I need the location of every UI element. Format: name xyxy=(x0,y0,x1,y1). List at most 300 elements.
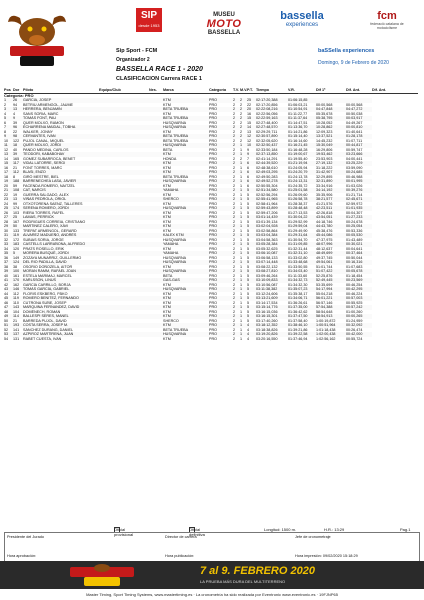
table-cell: 41 xyxy=(4,278,13,283)
table-cell: 10:28,052 xyxy=(316,120,333,125)
table-cell: 167 xyxy=(13,219,20,224)
table-cell: 13 xyxy=(13,107,23,112)
table-cell: 5 xyxy=(247,273,250,278)
table-cell: 5 xyxy=(247,242,256,247)
table-cell: 48:07,996 xyxy=(316,242,346,247)
table-cell: 03:14:17,534 xyxy=(256,300,278,305)
table-cell: PRO xyxy=(209,309,217,314)
table-cell: 1 xyxy=(240,269,247,274)
table-cell: 1 xyxy=(240,300,243,305)
table-cell: 00:46,254 xyxy=(346,282,363,287)
table-cell: 53:35,699 xyxy=(316,282,333,287)
table-cell: GOMEZ SUBARROCA, BENET xyxy=(23,156,76,161)
table-cell: 01:00,260 xyxy=(346,309,363,314)
table-cell: 01:35:38,17 xyxy=(288,291,308,296)
table-cell: 1 xyxy=(240,152,247,157)
table-cell: 5 xyxy=(247,233,256,238)
table-cell: 5 xyxy=(247,219,250,224)
table-cell: PRO xyxy=(209,210,217,215)
table-cell: 01:18,454 xyxy=(346,273,363,278)
table-cell: 112 xyxy=(13,170,23,175)
table-cell: 5 xyxy=(247,188,256,193)
table-cell: 13:37,521 xyxy=(316,134,346,139)
column-header: Dif. Ant. xyxy=(346,88,372,93)
table-cell: SUBIAS SORIA, JORGE xyxy=(23,237,64,242)
table-cell: 48:12,637 xyxy=(316,246,333,251)
table-cell: 00:42,000 xyxy=(346,332,372,337)
table-cell: 1 xyxy=(240,143,247,148)
table-cell: PRO xyxy=(209,255,217,260)
table-cell: 2 xyxy=(233,309,236,314)
table-cell: 00:24,678 xyxy=(346,219,363,224)
table-cell: PRO xyxy=(209,323,233,328)
table-cell: 02:22:08,216 xyxy=(256,107,288,112)
table-cell: HUSQVARNA xyxy=(163,143,209,148)
table-cell: 03:06:58,133 xyxy=(256,255,278,260)
table-cell: 03:10:56,087 xyxy=(256,282,278,287)
table-cell: BARREDA PUJOL, DAVID xyxy=(23,318,67,323)
table-cell: BETA TRUEBA xyxy=(163,134,209,139)
table-cell: KTM xyxy=(163,210,171,215)
table-cell: KALEX KTM xyxy=(163,233,209,238)
table-cell: 1 xyxy=(240,224,247,229)
table-cell: PRO xyxy=(209,147,217,152)
table-cell: 05:38,795 xyxy=(316,116,346,121)
table-cell: KTM xyxy=(163,323,209,328)
table-cell: 2 xyxy=(233,116,240,121)
table-cell: 2 xyxy=(233,287,240,292)
table-cell: 1:00:51,964 xyxy=(316,323,346,328)
table-cell: 2 xyxy=(233,143,240,148)
table-cell: PRO xyxy=(209,201,217,206)
fcm-logo: fcm federació catalana de motociclisme xyxy=(370,10,404,30)
table-cell: PRO xyxy=(209,138,217,143)
bassella-race-banner-logo xyxy=(70,563,134,587)
table-cell: PRO xyxy=(209,305,233,310)
table-cell: 100 xyxy=(13,269,23,274)
table-cell: 03:16:15,301 xyxy=(256,314,288,319)
table-cell: KTM xyxy=(163,170,209,175)
table-cell: KTM xyxy=(163,129,171,134)
table-cell: 01:14:21,86 xyxy=(288,129,308,134)
column-header: Tiempo xyxy=(256,88,288,93)
table-cell: 00:25,054 xyxy=(346,224,372,229)
column-header: P.T. xyxy=(247,88,256,93)
table-cell: 1 xyxy=(4,98,13,103)
table-cell: 50 xyxy=(4,318,9,323)
table-cell: 01:28:48,48 xyxy=(288,206,316,211)
table-cell: 9 xyxy=(4,134,13,139)
table-cell: 23 xyxy=(4,197,13,202)
table-cell: PRO xyxy=(209,102,217,107)
table-cell: 58:54,913 xyxy=(316,314,346,319)
table-cell: PRATS ROSELLO, ERIK xyxy=(23,246,65,251)
table-cell: 5 xyxy=(247,291,250,296)
table-cell: 5 xyxy=(247,269,256,274)
table-cell: 1 xyxy=(240,255,243,260)
table-cell: 5 xyxy=(13,251,23,256)
table-cell: 16:29,806 xyxy=(316,147,333,152)
table-cell: 2 xyxy=(233,233,240,238)
table-cell: 5 xyxy=(247,309,250,314)
table-cell: 02:44:39,520 xyxy=(256,161,288,166)
table-cell: PRO xyxy=(209,197,233,202)
table-cell: YAMAHA xyxy=(163,242,209,247)
table-cell: 22 xyxy=(247,102,252,107)
table-cell: 03:16:15,036 xyxy=(256,309,278,314)
table-cell: 03:04:58,363 xyxy=(256,237,278,242)
table-cell: 02:27:48,570 xyxy=(256,125,288,130)
table-cell: 2 xyxy=(240,102,243,107)
table-cell: 03:17:40,260 xyxy=(256,318,278,323)
table-cell: 44 xyxy=(4,291,9,296)
table-cell: KTM xyxy=(163,161,209,166)
table-cell: 21 xyxy=(13,318,18,323)
table-cell: HUSQVARNA xyxy=(163,255,187,260)
table-cell: 2 xyxy=(233,336,236,341)
table-cell: TEODORI, KABABOHAV xyxy=(23,152,99,157)
table-cell: 1 xyxy=(240,179,247,184)
table-cell: 1 xyxy=(240,309,243,314)
table-cell: 27:19,132 xyxy=(316,161,346,166)
table-cell: 165 xyxy=(13,156,20,161)
table-cell: 02:49:52,278 xyxy=(256,179,288,184)
table-cell: 22 xyxy=(13,129,18,134)
table-cell: PRO xyxy=(209,152,233,157)
table-cell: 02:59,972 xyxy=(346,201,363,206)
table-cell: MARQUINA FERNANDEZ, DAVID xyxy=(23,305,99,310)
table-cell: PUJOL CANAL, MIQUEL xyxy=(23,138,65,143)
table-cell: 10 xyxy=(4,138,9,143)
table-cell: 03:18:12,352 xyxy=(256,323,288,328)
table-cell: 2 xyxy=(233,228,236,233)
table-cell: 124 xyxy=(13,260,23,265)
table-cell: 162 xyxy=(13,282,20,287)
table-cell: 5 xyxy=(247,201,250,206)
table-cell: 00:03,917 xyxy=(346,116,372,121)
table-cell: 1 xyxy=(240,183,243,188)
table-cell: 141 xyxy=(13,327,20,332)
table-cell: 52:49,445 xyxy=(316,278,346,283)
column-header: T.V. xyxy=(233,88,240,92)
table-cell: FLORIS ESKBERG, PÅKO xyxy=(23,291,68,296)
table-cell: 01:29:59,04 xyxy=(288,224,316,229)
table-cell: VIDAL LATORRE, SERGI xyxy=(23,161,99,166)
table-cell: FONT TORRES, MARC xyxy=(23,165,63,170)
table-cell: PRO xyxy=(209,120,217,125)
table-cell: 02:22:56,056 xyxy=(256,111,278,116)
table-cell: PRO xyxy=(209,318,217,323)
table-cell: 02:48:38,610 xyxy=(256,165,278,170)
table-cell: 00:46,988 xyxy=(346,174,363,179)
table-cell: 1 xyxy=(240,188,247,193)
table-cell: 00:53,336 xyxy=(346,228,363,233)
table-cell: 02:17:20,856 xyxy=(256,102,278,107)
table-cell: 15:30,049 xyxy=(316,143,346,148)
table-cell: 5 xyxy=(247,237,250,242)
table-cell: KTM xyxy=(163,152,209,157)
table-cell: 2 xyxy=(233,206,240,211)
table-cell: GAS-GAS xyxy=(163,278,209,283)
table-cell: ROMERO BENITEZ, FERNANDO xyxy=(23,296,99,301)
table-cell: PRO xyxy=(209,296,233,301)
table-cell: 02:59:47,206 xyxy=(256,210,278,215)
table-cell: 6 xyxy=(247,165,250,170)
table-cell: 133 xyxy=(13,228,20,233)
table-cell: 26 xyxy=(13,98,23,103)
table-cell: KTM xyxy=(163,264,171,269)
table-cell: 01:34:06,71 xyxy=(288,296,316,301)
table-cell: 2 xyxy=(233,125,240,130)
table-cell: 49:37,745 xyxy=(316,255,333,260)
table-cell: 5 xyxy=(247,224,256,229)
table-cell: PRO xyxy=(209,273,217,278)
table-row xyxy=(4,305,418,310)
table-cell: 161 xyxy=(13,273,20,278)
table-cell: 59 xyxy=(13,183,18,188)
table-cell: 01:27,233 xyxy=(346,215,372,220)
table-cell: 2 xyxy=(233,318,236,323)
table-cell: 01:34:03,40 xyxy=(288,269,316,274)
event-banner xyxy=(0,561,424,589)
table-cell: 03:23,666 xyxy=(346,152,372,157)
table-cell: KTM xyxy=(163,98,209,103)
table-row xyxy=(4,251,418,256)
table-cell: PRO xyxy=(209,291,217,296)
table-cell: 143 xyxy=(13,305,23,310)
table-cell: 55:04,218 xyxy=(316,291,333,296)
table-cell: 2 xyxy=(233,197,240,202)
table-cell: PRO xyxy=(209,143,233,148)
header-logos xyxy=(0,6,424,52)
table-cell: 15 xyxy=(247,120,252,125)
column-header: Dif 1ª xyxy=(316,88,346,93)
table-cell: 00:05,678 xyxy=(346,269,372,274)
table-cell: PRO xyxy=(209,111,217,116)
table-cell: 00:46,224 xyxy=(346,291,363,296)
table-cell: 00:30,021 xyxy=(346,242,372,247)
table-cell: 00:04,307 xyxy=(346,210,363,215)
table-cell: 2 xyxy=(240,138,243,143)
table-cell: 2 xyxy=(233,327,236,332)
table-cell: 01:07,683 xyxy=(346,264,363,269)
table-cell: 3 xyxy=(4,107,13,112)
column-header: Equipo/Club xyxy=(99,88,149,93)
table-cell: 8 xyxy=(13,174,16,179)
table-cell: 1 xyxy=(240,264,243,269)
table-cell: 34 xyxy=(4,246,9,251)
table-cell: GIRÓ MESTRE, BIEL xyxy=(23,174,59,179)
table-cell: 00:37,464 xyxy=(346,251,372,256)
table-cell: 10 xyxy=(247,143,256,148)
table-cell: 38:21,577 xyxy=(316,197,346,202)
table-cell: 12 xyxy=(247,134,256,139)
table-cell: 05:35,678 xyxy=(316,111,333,116)
table-cell: PRO xyxy=(209,237,217,242)
table-cell: 03:25,229 xyxy=(346,161,372,166)
table-row xyxy=(4,323,418,328)
table-row xyxy=(4,125,418,130)
table-cell: MORERA BUSQUÉ, JORDI xyxy=(23,251,99,256)
table-cell: 01:29:52,99 xyxy=(288,219,308,224)
table-cell: 19:53,462 xyxy=(316,152,346,157)
table-cell: 120 xyxy=(13,246,20,251)
table-row xyxy=(4,233,418,238)
table-cell: PRO xyxy=(209,188,233,193)
table-cell: COSTA SERRA, JOSEP M. xyxy=(23,323,99,328)
table-cell: 12:09,323 xyxy=(316,129,333,134)
table-cell: 1 xyxy=(240,233,247,238)
table-cell: 36 xyxy=(4,255,9,260)
table-cell: 00:32,092 xyxy=(346,323,372,328)
table-cell: 110 xyxy=(13,300,19,305)
table-cell: 1 xyxy=(240,246,243,251)
table-cell: 15 xyxy=(4,161,13,166)
table-cell: 1 xyxy=(240,170,247,175)
table-cell: 2 xyxy=(233,264,236,269)
table-cell: 01:24:35,72 xyxy=(288,183,308,188)
column-header: Nes. xyxy=(149,88,163,93)
table-cell: KTM xyxy=(163,192,171,197)
table-cell: 104 xyxy=(13,309,20,314)
table-cell: PRO xyxy=(209,219,217,224)
table-cell: 26 xyxy=(4,210,9,215)
table-cell: HUSQVARNA xyxy=(163,260,209,265)
table-cell: 51 xyxy=(4,323,13,328)
table-cell: 01:25:01,58 xyxy=(288,188,316,193)
table-cell: QUER MOLXÓ, JORDI xyxy=(23,143,99,148)
table-cell: 01:43,489 xyxy=(346,237,363,242)
table-cell: 183 xyxy=(13,242,23,247)
table-cell: 01:24:20,79 xyxy=(288,170,316,175)
table-cell: KTM xyxy=(163,219,171,224)
table-cell: HUSQVARNA xyxy=(163,287,209,292)
table-cell: 103 xyxy=(13,210,20,215)
table-cell: PRO xyxy=(209,246,217,251)
table-cell: TREPAT ARMENGOL, GERARD xyxy=(23,228,77,233)
table-cell: 03:07:14,448 xyxy=(256,260,288,265)
table-cell: 6 xyxy=(247,183,250,188)
table-cell: 02:45,671 xyxy=(346,197,372,202)
table-cell: 01:39:21,86 xyxy=(288,327,308,332)
table-cell: 01:40,641 xyxy=(346,129,363,134)
table-cell: CERVANTES, IVAN xyxy=(23,134,99,139)
table-cell: 2 xyxy=(233,314,240,319)
table-cell: 5 xyxy=(247,278,256,283)
table-cell: PRO xyxy=(209,170,233,175)
table-cell: KTM xyxy=(163,224,209,229)
table-cell: 2 xyxy=(233,305,240,310)
table-cell: 2 xyxy=(240,156,243,161)
table-cell: 119 xyxy=(13,296,23,301)
table-cell: 03:59,090 xyxy=(346,165,363,170)
table-cell: 2 xyxy=(240,111,243,116)
table-cell: 1 xyxy=(240,174,243,179)
table-cell: 28 xyxy=(4,219,9,224)
table-row xyxy=(4,242,418,247)
table-cell: 44:18,746 xyxy=(316,219,333,224)
table-row xyxy=(4,269,418,274)
column-header: M.V. xyxy=(240,88,247,92)
table-cell: 9 xyxy=(247,147,250,152)
table-cell: 9 xyxy=(247,152,256,157)
category-label: Categoría: PRO xyxy=(4,93,34,98)
table-cell: 04:00,441 xyxy=(346,156,363,161)
table-cell: 6 xyxy=(247,174,250,179)
table-cell: 01:26:09,60 xyxy=(288,192,308,197)
table-cell: MARTINEZ CALERO, XAVI xyxy=(23,224,99,229)
table-cell: 01:13:36,70 xyxy=(288,125,316,130)
table-cell: HONDA xyxy=(163,156,177,161)
classification-title: CLASIFICACION Carrera RACE 1 xyxy=(116,76,202,82)
race-director-label: Director de carrera xyxy=(165,535,197,539)
hr-time: H.R.: 13:29 xyxy=(324,527,345,532)
table-cell: 20 xyxy=(4,183,9,188)
table-cell: 00:00,810 xyxy=(346,125,372,130)
table-cell: 34:14,192 xyxy=(316,188,346,193)
table-cell: 03:19:20,826 xyxy=(256,332,288,337)
table-cell: 01:16:48,28 xyxy=(288,147,308,152)
table-cell: 02:49:50,283 xyxy=(256,174,278,179)
table-cell: 25 xyxy=(4,206,13,211)
table-cell: 38 xyxy=(4,264,9,269)
table-cell: 1 xyxy=(240,336,243,341)
brand-right: baSSella experiences xyxy=(318,48,375,54)
table-cell: 1:01:18,438 xyxy=(316,327,336,332)
table-cell: 03:13:21,609 xyxy=(256,296,288,301)
table-cell: 02:52:56,294 xyxy=(256,192,278,197)
table-cell: KTM xyxy=(163,183,171,188)
table-cell: 01:10:54,91 xyxy=(288,107,316,112)
table-cell: 1 xyxy=(240,206,247,211)
table-cell: 1 xyxy=(240,201,243,206)
table-cell: OTXOTORENA SAENZ, TALLERES xyxy=(23,201,83,206)
table-cell: 01:37:46,94 xyxy=(288,336,308,341)
table-cell: PRO xyxy=(209,206,233,211)
table-cell: 01:21,714 xyxy=(346,192,363,197)
table-cell: 5 xyxy=(247,287,256,292)
signature-box xyxy=(4,532,420,562)
table-cell: PRO xyxy=(209,183,217,188)
table-cell: 01:31:09,85 xyxy=(288,242,316,247)
table-cell: PRO xyxy=(209,224,233,229)
table-cell: 01:33:48,68 xyxy=(288,260,316,265)
table-cell: PRO xyxy=(209,134,233,139)
table-row xyxy=(4,287,418,292)
table-cell: 31 xyxy=(4,233,13,238)
table-cell: 1 xyxy=(240,296,247,301)
table-cell: BETA xyxy=(163,273,173,278)
table-cell: 49:54,061 xyxy=(316,260,346,265)
table-cell: 2 xyxy=(233,192,236,197)
table-cell: 5 xyxy=(247,215,256,220)
table-cell: 114 xyxy=(13,314,23,319)
table-cell: 16 xyxy=(4,165,9,170)
table-cell: 01:11:22,77 xyxy=(288,111,308,116)
table-cell: 01:34:32,30 xyxy=(288,282,308,287)
table-cell: 1 xyxy=(240,228,243,233)
table-cell: HERRERA, BENJAMIN xyxy=(23,107,99,112)
table-cell: 2 xyxy=(233,134,240,139)
table-cell: 00:00,568 xyxy=(346,102,363,107)
table-cell: 146 xyxy=(13,287,23,292)
table-cell: 52:25,876 xyxy=(316,273,333,278)
table-cell: 32:29,895 xyxy=(316,174,333,179)
table-cell: PRO xyxy=(209,228,217,233)
table-cell: 00:50,038 xyxy=(346,111,363,116)
column-header: Dor xyxy=(13,88,23,93)
table-cell: 122 xyxy=(13,138,20,143)
